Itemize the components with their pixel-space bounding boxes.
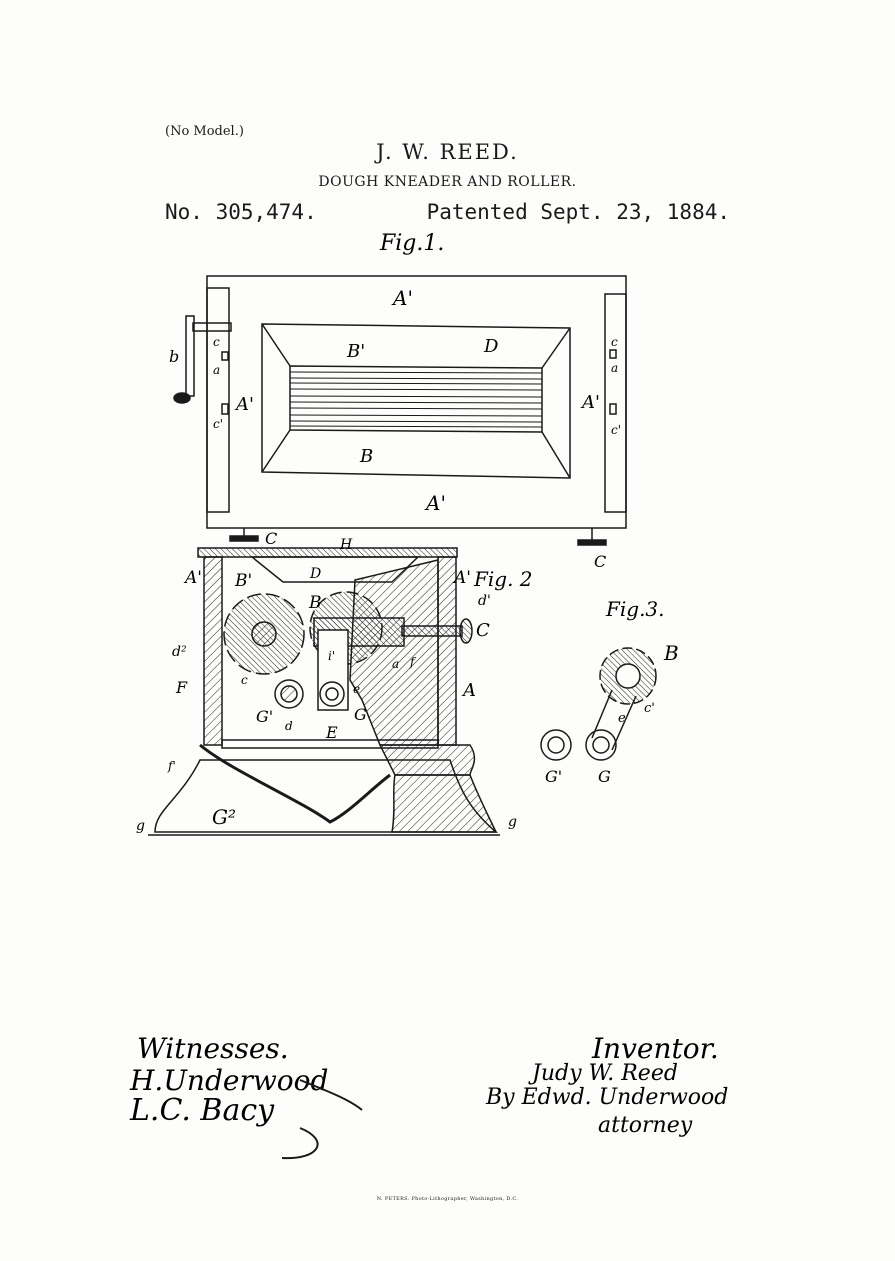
fig2-label-d2: d² bbox=[172, 644, 187, 660]
fig1-label-a-right: a bbox=[611, 361, 619, 375]
fig2-label-g-left: g bbox=[136, 818, 145, 834]
fig2-label-d-small: d bbox=[285, 719, 293, 733]
patent-number: No. 305,474. bbox=[165, 200, 317, 224]
fig2-label-e: e bbox=[353, 682, 361, 696]
fig3-label-e: e bbox=[618, 711, 626, 726]
fig1-label-b: B bbox=[360, 446, 374, 467]
fig1-label-c-right-top: c bbox=[611, 335, 618, 349]
fig3-label: Fig.3. bbox=[606, 597, 665, 621]
fig1-label-handle-b: b bbox=[169, 347, 180, 366]
fig2-label-g-right: g bbox=[508, 814, 517, 830]
fig3-label-g: G bbox=[598, 767, 611, 786]
fig2-label-a-prime-left: A' bbox=[185, 568, 202, 588]
fig2-label-d-prime: d' bbox=[478, 593, 491, 609]
patent-title: DOUGH KNEADER AND ROLLER. bbox=[318, 174, 577, 190]
fig2-label-b-prime: B' bbox=[235, 571, 253, 591]
fig1-label-a-prime-right: A' bbox=[582, 392, 600, 413]
fig1-label-c-left-top: c bbox=[213, 335, 220, 349]
fig1-label-c-left-bottom: c' bbox=[213, 417, 224, 431]
fig3-label-g-prime: G' bbox=[545, 767, 563, 786]
fig2-label-a-prime-right: A' bbox=[454, 568, 471, 588]
fig1-label-b-prime: B' bbox=[347, 341, 366, 362]
fig2-label-a-small: a bbox=[392, 657, 400, 671]
fig1-label-c-foot-left: C bbox=[265, 529, 278, 548]
fig2-label-h: H bbox=[340, 537, 353, 553]
fig2-label-e-big: E bbox=[326, 723, 338, 742]
fig1-label-a-prime-top: A' bbox=[393, 286, 413, 310]
fig2-label-g-prime: G' bbox=[256, 707, 274, 726]
fig2-label: Fig. 2 bbox=[474, 567, 533, 591]
witness-1-signature: H.Underwood bbox=[130, 1064, 329, 1097]
fig2-label-b: B bbox=[309, 593, 322, 613]
inventor-signature: Judy W. Reed bbox=[532, 1061, 678, 1086]
witness-2-signature: L.C. Bacy bbox=[130, 1093, 275, 1128]
by-attorney-signature: By Edwd. Underwood bbox=[486, 1085, 729, 1110]
fig2-label-g: G bbox=[354, 705, 367, 724]
fig3-drawing bbox=[541, 648, 656, 760]
fig2-label-f-prime: f' bbox=[168, 759, 176, 773]
inventor-label: Inventor. bbox=[592, 1032, 719, 1065]
witnesses-label: Witnesses. bbox=[137, 1032, 289, 1065]
fig1-label-d: D bbox=[484, 336, 499, 357]
fig1-label-c-foot-right: C bbox=[594, 552, 607, 571]
fig2-label-f: f bbox=[410, 655, 415, 669]
patent-date: Patented Sept. 23, 1884. bbox=[426, 200, 730, 224]
attorney-label: attorney bbox=[598, 1113, 693, 1138]
fig1-label-a-left: a bbox=[213, 363, 221, 377]
fig1-label-c-right-bottom: c' bbox=[611, 423, 622, 437]
fig2-label-c: C bbox=[476, 620, 490, 641]
lithographer-footer: N. PETERS. Photo-Lithographer, Washington, D.C. bbox=[376, 1196, 519, 1202]
fig1-label-a-prime-left: A' bbox=[236, 394, 254, 415]
fig3-label-b: B bbox=[664, 641, 679, 665]
fig2-label-i-prime: i' bbox=[328, 649, 336, 663]
fig2-label-c-small: c bbox=[241, 673, 248, 687]
fig2-drawing bbox=[148, 548, 500, 835]
fig3-label-c-prime: c' bbox=[644, 701, 655, 716]
fig2-label-a: A bbox=[463, 680, 476, 701]
fig2-label-f-big: F bbox=[176, 678, 188, 697]
no-model-label: (No Model.) bbox=[165, 124, 244, 139]
inventor-name: J. W. REED. bbox=[376, 140, 519, 164]
fig1-label: Fig.1. bbox=[380, 231, 445, 256]
fig2-label-g2: G² bbox=[212, 805, 236, 829]
fig1-label-a-prime-bottom: A' bbox=[426, 491, 446, 515]
fig2-label-d: D bbox=[310, 566, 322, 582]
